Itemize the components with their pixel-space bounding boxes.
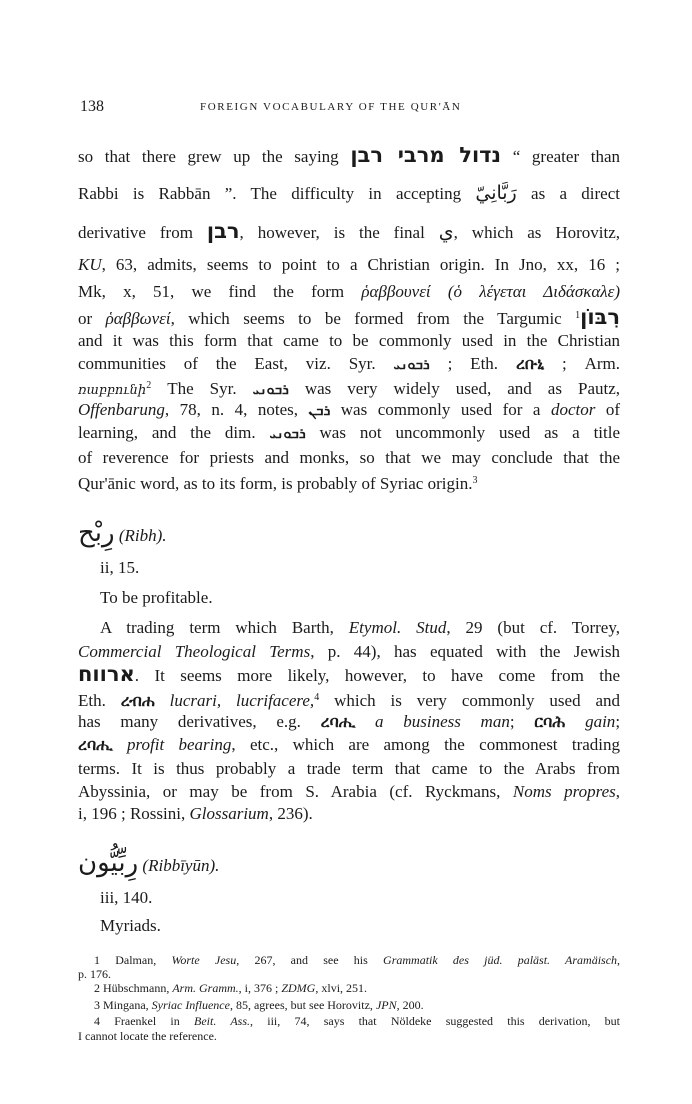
text-line: of reverence for priests and monks, so that we may conclude that the [78, 448, 620, 467]
arabic-word: رَبَّانِيّ [475, 182, 517, 204]
text-line: so that there grew up the saying נדול מרבי רבן “ greater than [78, 143, 621, 167]
hebrew-word: ארווח [78, 662, 135, 686]
text-line: Abyssinia, or may be from S. Arabia (cf. Ryckmans, Noms propres, [78, 782, 620, 801]
syriac-word: ܪܒܘܢܝ [393, 357, 430, 373]
footnote-4-cont: I cannot locate the reference. [78, 1029, 217, 1043]
footnote-2: 2 Hübschmann, Arm. Gramm., i, 376 ; ZDMG, xlvi, 251. [94, 981, 368, 995]
running-title: FOREIGN VOCABULARY OF THE QUR'ĀN [200, 101, 462, 113]
text-line: and it was this form that came to be commonly used in the Christian [78, 331, 620, 350]
entry-reference: ii, 15. [100, 558, 140, 577]
text-line: ռաբբունի$^2$ The Syr. ܪܒܘܢܝ was very widely used, and as Pautz, [78, 379, 621, 398]
text-line: has many derivatives, e.g. ረባሒ a business man; ርባሕ gain; [78, 712, 621, 731]
armenian-word: ռաբբունի [78, 382, 147, 397]
hebrew-phrase: נדול מרבי רבן [350, 143, 502, 167]
hebrew-word: רִבּוֹן [580, 305, 621, 329]
text-line: i, 196 ; Rossini, Glossarium, 236). [78, 804, 313, 823]
footnote-1: 1 Dalman, Worte Jesu, 267, and see his Grammatik des jüd. paläst. Aramäisch, [94, 953, 621, 967]
text-line: Commercial Theological Terms, p. 44), has equated with the Jewish [78, 642, 621, 661]
text-line: A trading term which Barth, Etymol. Stud, 29 (but cf. Torrey, [100, 618, 620, 637]
arabic-letter: ي [438, 221, 454, 243]
arabic-headword: رِبِّيُّون [78, 848, 139, 878]
text-line: Eth. ረብሐ lucrari, lucrifacere,$^4$ which is very commonly used and [78, 691, 621, 710]
text-line: ረባሒ profit bearing, etc., which are among the commonest trading [78, 735, 620, 754]
entry-reference: iii, 140. [100, 888, 153, 907]
text-line: Qur'ānic word, as to its form, is probably of Syriac origin.$^3$ [78, 474, 478, 493]
text-line: ארווח. It seems more likely, however, to have come from the [78, 662, 620, 686]
arabic-headword: رِبْح [78, 518, 115, 548]
greek-phrase: ῥαββουνεί (ὁ λέγεται Διδάσκαλε) [361, 282, 621, 301]
page-number: 138 [80, 98, 104, 115]
entry-gloss: To be profitable. [100, 588, 213, 607]
text-line: KU, 63, admits, seems to point to a Christian origin. In Jno, xx, 16 ; [78, 255, 620, 274]
text-line: Rabbi is Rabbān ”. The difficulty in accepting رَبَّانِيّ as a direct [78, 182, 620, 204]
hebrew-word: רבן [206, 219, 240, 243]
text-line: Mk, x, 51, we find the form ῥαββουνεί (ὁ λέγεται Διδάσκαλε) [78, 282, 621, 301]
entry-gloss: Myriads. [100, 916, 161, 935]
text-line: learning, and the dim. ܪܒܘܢܝ was not uncommonly used as a title [78, 423, 621, 442]
text-line: Offenbarung, 78, n. 4, notes, ܪܒܢ was commonly used for a doctor of [78, 400, 620, 419]
footnote-1-cont: p. 176. [78, 967, 111, 981]
text-line: communities of the East, viz. Syr. ܪܒܘܢܝ ; Eth. ረቡኒ ; Arm. [78, 354, 621, 373]
text-line: derivative from רבן, however, is the final ي, which as Horovitz, [78, 219, 621, 243]
entry-headword: رِبِّيُّون (Ribbīyūn). [78, 848, 220, 878]
entry-headword: رِبْح (Ribh). [78, 518, 167, 548]
text-line: terms. It is thus probably a trade term that came to the Arabs from [78, 759, 620, 778]
greek-word: ῥαββωνεί [105, 309, 171, 328]
text-line: or ῥαββωνεί, which seems to be formed from the Targumic רִבּוֹן$^1$ [78, 305, 621, 329]
footnote-ref: 1 [575, 310, 581, 321]
footnote-4: 4 Fraenkel in Beit. Ass., iii, 74, says that Nöldeke suggested this derivation, but [94, 1014, 621, 1028]
ethiopic-word: ረቡኒ [515, 354, 545, 373]
footnote-3: 3 Mingana, Syriac Influence, 85, agrees, but see Horovitz, JPN, 200. [94, 998, 424, 1012]
